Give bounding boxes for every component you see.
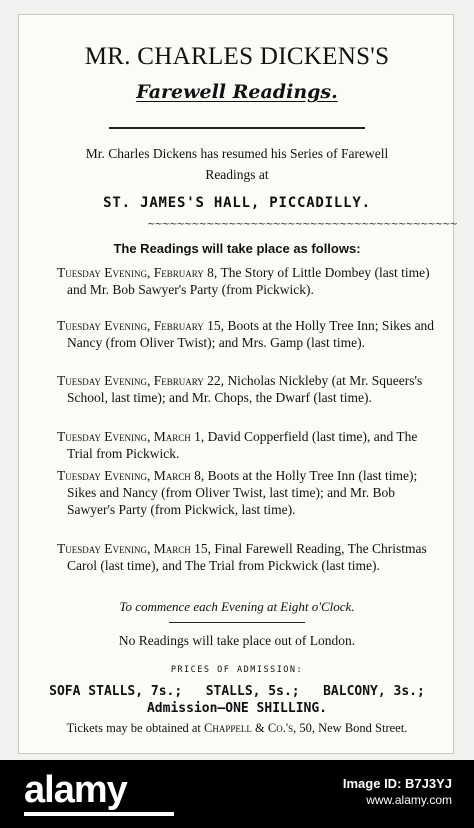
reading-date: Tuesday Evening, February 8, [57,265,218,280]
watermark-url: www.alamy.com [366,793,452,807]
reading-item [57,317,437,351]
reading-item [57,264,437,298]
logo-underline [24,812,174,816]
tickets-prefix: Tickets may be obtained at [66,721,205,735]
wavy-divider: ~~~~~~~~~~~~~~~~~~~~~~~~~~~~~~~~~~~~~~~~~~ [147,219,457,230]
section-rule [169,622,305,623]
prices-heading: PRICES OF ADMISSION: [170,665,304,675]
prices-block [19,683,455,717]
reading-date: Tuesday Evening, March 1, [57,429,205,444]
poster-subtitle: Farewell Readings. [136,81,338,103]
alamy-logo: alamy [24,769,127,811]
watermark-meta [343,776,452,808]
reading-text: Final Farewell Reading, The Christmas Carol (last time), and The Trial from Pickwick (last time). [67,541,427,573]
poster-sheet [18,14,457,754]
no-readings-note: No Readings will take place out of London. [118,633,356,648]
tickets-note [19,721,455,736]
reading-text: Nicholas Nickleby (at Mr. Squeers's School, last time); and Mr. Chops, the Dwarf (last time). [67,373,423,405]
poster-title: MR. CHARLES DICKENS'S [84,43,390,70]
reading-date: Tuesday Evening, February 15, [57,318,225,333]
prices-line-admission: Admission—ONE SHILLING. [146,701,327,716]
reading-text: The Story of Little Dombey (last time) and Mr. Bob Sawyer's Party (from Pickwick). [67,265,430,297]
reading-item [57,540,437,574]
tickets-suffix: , 50, New Bond Street. [293,721,408,735]
reading-item [57,467,437,518]
intro-text: Mr. Charles Dickens has resumed his Series of Farewell Readings at [85,146,389,182]
tickets-vendor: Chappell & Co.'s [204,721,294,735]
prices-line-seats: SOFA STALLS, 7s.; STALLS, 5s.; BALCONY, 3s.; [49,684,425,699]
reading-text: Boots at the Holly Tree Inn (last time); Sikes and Nancy (from Oliver Twist, last time); and Mr. Bob Sawyer's Party (from Pickwick, last time). [67,468,418,517]
reading-item [57,428,437,462]
title-rule [109,127,365,129]
reading-text: David Copperfield (last time), and The Trial from Pickwick. [67,429,418,461]
reading-item [57,372,437,406]
reading-text: Boots at the Holly Tree Inn; Sikes and Nancy (from Oliver Twist); and Mrs. Gamp (last time). [67,318,435,350]
image-id-label: Image ID: B7J3YJ [342,776,452,791]
readings-lead: The Readings will take place as follows: [113,241,361,256]
reading-date: Tuesday Evening, March 15, [57,541,212,556]
venue-text: ST. JAMES'S HALL, PICCADILLY. [103,195,371,211]
reading-date: Tuesday Evening, February 22, [57,373,225,388]
commence-note: To commence each Evening at Eight o'Clock. [119,599,355,614]
reading-date: Tuesday Evening, March 8, [57,468,205,483]
